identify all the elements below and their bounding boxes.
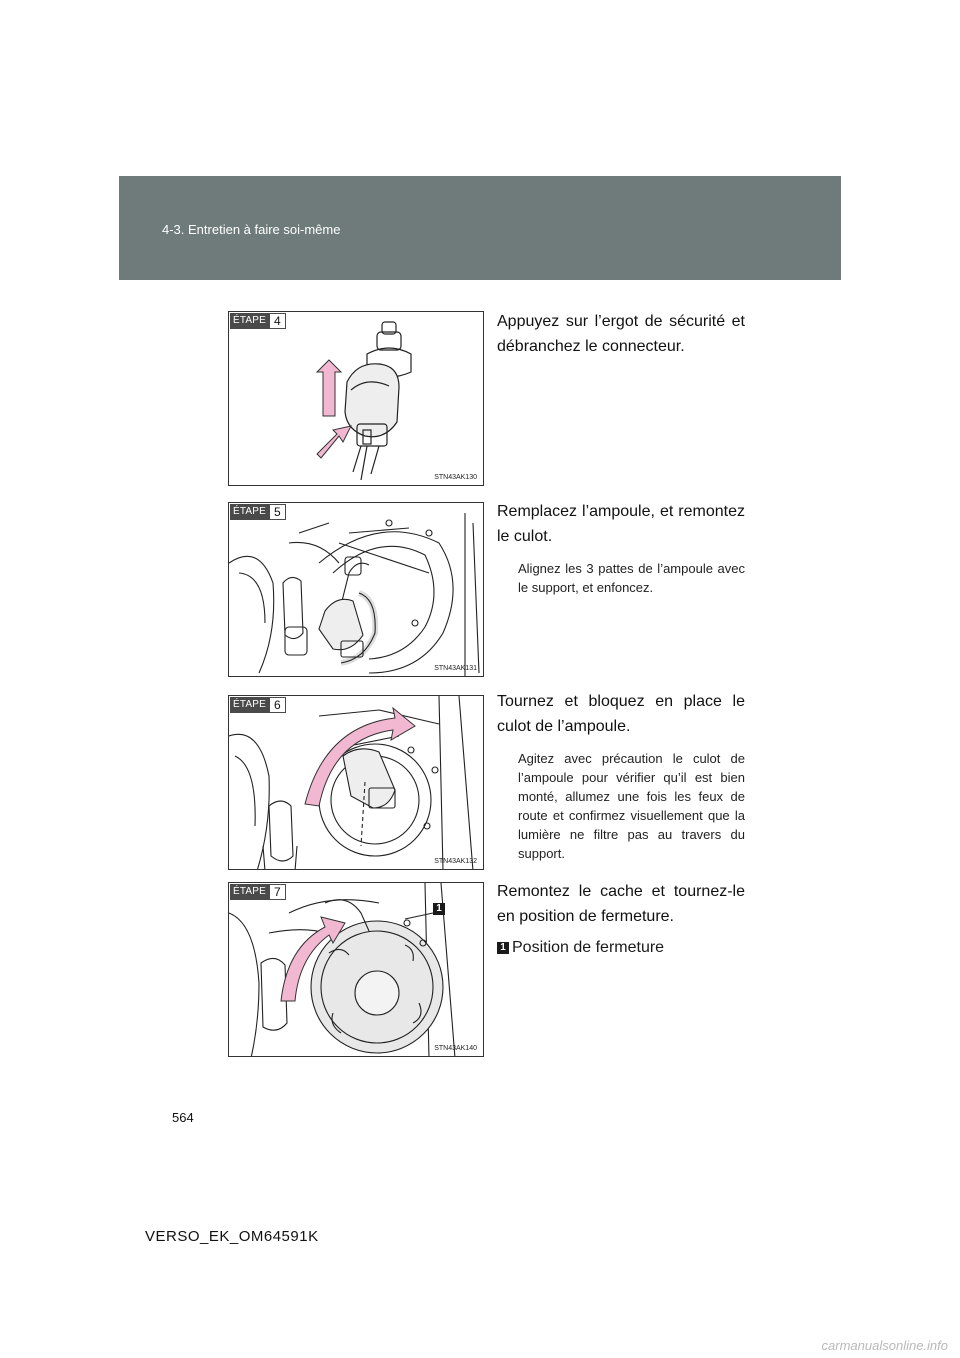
step-7-instruction: Remontez le cache et tournez-le en position de fermeture.: [497, 883, 745, 925]
step-6-instruction: Tournez et bloquez en place le culot de l’ampoule.: [497, 693, 745, 735]
step-6-badge: [230, 697, 286, 713]
step-badge-word: ÉTAPE: [230, 697, 269, 713]
step-badge-number: 4: [269, 313, 286, 329]
figure-code: STN43AK131: [434, 665, 477, 672]
step-7-illustration: [229, 883, 484, 1057]
step-6-note: Agitez avec précaution le culot de l’ampoule pour vérifier qu’il est bien monté, allumez une fois les feux de route et confirmez visuellement que la lumière ne filtre pas au travers du support.: [518, 751, 745, 861]
document-code: VERSO_EK_OM64591K: [145, 1228, 319, 1245]
step-5-instruction: Remplacez l’ampoule, et remontez le culot.: [497, 503, 745, 545]
step-7-text: [497, 879, 745, 958]
step-5-badge: [230, 504, 286, 520]
step-badge-word: ÉTAPE: [230, 504, 269, 520]
figure-callout-1: 1: [433, 903, 445, 915]
step-6-illustration: [229, 696, 484, 870]
step-badge-word: ÉTAPE: [230, 884, 269, 900]
step-5-figure: [228, 502, 484, 677]
step-5-illustration: [229, 503, 484, 677]
step-4-figure: [228, 311, 484, 486]
step-6-figure: [228, 695, 484, 870]
step-5-text: [497, 499, 745, 597]
step-5-note: Alignez les 3 pattes de l’ampoule avec le support, et enfoncez.: [518, 561, 745, 595]
step-7-figure: [228, 882, 484, 1057]
figure-code: STN43AK130: [434, 474, 477, 481]
step-4-instruction: Appuyez sur l’ergot de sécurité et débranchez le connecteur.: [497, 313, 745, 355]
step-7-badge: [230, 884, 286, 900]
step-badge-number: 5: [269, 504, 286, 520]
step-badge-word: ÉTAPE: [230, 313, 269, 329]
figure-code: STN43AK140: [434, 1045, 477, 1052]
figure-code: STN43AK132: [434, 858, 477, 865]
watermark-url: carmanualsonline.info: [821, 1338, 948, 1353]
step-6-text: [497, 689, 745, 863]
step-badge-number: 7: [269, 884, 286, 900]
step-4-badge: [230, 313, 286, 329]
page-number: 564: [172, 1110, 194, 1125]
step-4-text: [497, 309, 745, 359]
callout-legend-label: Position de fermeture: [512, 939, 665, 956]
step-4-illustration: [229, 312, 484, 486]
step-badge-number: 6: [269, 697, 286, 713]
section-title: 4-3. Entretien à faire soi-même: [162, 222, 341, 237]
callout-legend: [497, 938, 745, 958]
callout-number-badge: 1: [497, 942, 509, 954]
